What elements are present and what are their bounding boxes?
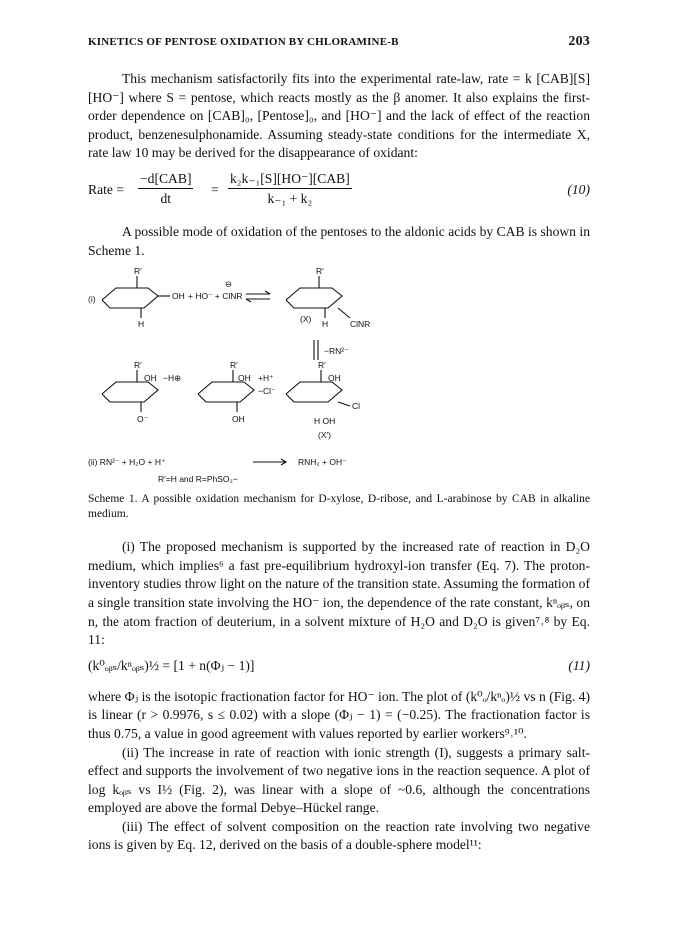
equation-10: [88, 171, 590, 211]
paragraph-fractionation: where Φⱼ is the isotopic fractionation factor for HO⁻ ion. The plot of (k⁰ₒ/kⁿₒ)½ vs n (Fig. 4) is linear (r > 0.9976, s ≤ 0.02) with a slope (Φⱼ − 1) = (−0.25). The fractionation factor is thus 0.75, a value in good agreement with values reported by earlier workers⁹˒¹⁰.: [88, 688, 590, 741]
scheme-1-drawing: [88, 266, 590, 488]
eq10-number: (10): [567, 181, 590, 197]
label-oh-4: OH: [328, 373, 341, 384]
eq11-body: (k⁰ₒᵦₛ/kⁿₒᵦₛ)½ = [1 + n(Φⱼ − 1)]: [88, 657, 255, 673]
label-intermediate-x-prime: (X′): [318, 430, 331, 441]
label-reagents: + HO⁻ + ClNR: [188, 291, 243, 302]
equation-11: [88, 656, 590, 680]
page-number: 203: [568, 34, 590, 49]
label-plus-h: +H⁺: [258, 373, 274, 384]
label-charge-a: ⊖: [225, 279, 233, 290]
label-r1-a: R′: [134, 266, 142, 277]
bond-ocl-4: [338, 402, 350, 406]
label-r1-4: R′: [318, 360, 326, 371]
eq10-den1: dt: [160, 190, 172, 206]
bond-n-x: [338, 308, 350, 318]
pentose-ring-3: [198, 382, 254, 402]
scheme-caption: Scheme 1. A possible oxidation mechanism for D-xylose, D-ribose, and L-arabinose by CAB in alkaline medium.: [88, 493, 590, 521]
label-intermediate-x: (X): [300, 314, 312, 325]
running-head: [88, 34, 590, 52]
scheme-step-ii: (ii) RN²⁻ + H₂O + H⁺: [88, 457, 166, 468]
scheme-1: [88, 266, 590, 488]
label-products-ii: RNH₂ + OH⁻: [298, 457, 347, 468]
scheme-step-i: (i): [88, 294, 96, 305]
label-definitions: R′=H and R=PhSO₂−: [158, 474, 238, 485]
eq10-fraction-2: [228, 171, 352, 207]
page: [88, 34, 590, 855]
label-oh-3: OH: [238, 373, 251, 384]
eq10-den2: k₋₁ + k₂: [267, 190, 313, 206]
label-oh-3b: OH: [232, 414, 245, 425]
label-h-oh-4: H OH: [314, 416, 336, 427]
eq10-num1: −d[CAB]: [138, 171, 193, 189]
running-title: KINETICS OF PENTOSE OXIDATION BY CHLORAMINE-B: [88, 36, 399, 48]
paragraph-ionic-strength: (ii) The increase in rate of reaction with ionic strength (I), suggests a primary salt-effect and supports the involvement of two negative ions in the reaction sequence. A plot of log kₒᵦₛ vs I½ (Fig. 2), was linear with a slope of ~0.6, although the concentrations employed are above the formal Debye–Hückel range.: [88, 744, 590, 816]
label-r1-3: R′: [230, 360, 238, 371]
paragraph-isotope: (i) The proposed mechanism is supported by the increased rate of reaction in D₂O medium, which implies⁶ a fast pre-equilibrium hydroxyl-ion transfer (Eq. 7). The proton-inventory studies throw light on the nature of the transition state. Assuming the formation of a single transition state involving the HO⁻ ion, the dependence of the rate constant, kⁿₒᵦₛ, on n, the atom fraction of deuterium, in a solvent mixture of H₂O and D₂O is given⁷˒⁸ by Eq. 11:: [88, 539, 590, 648]
label-r1-2: R′: [134, 360, 142, 371]
label-cl-4: Cl: [352, 401, 361, 412]
label-minus-h: −H⊕: [163, 373, 182, 384]
eq10-lhs: Rate =: [88, 181, 124, 197]
label-o-minus: O⁻: [137, 414, 149, 425]
paragraph-solvent: (iii) The effect of solvent composition on the reaction rate involving two negative ions is given by Eq. 12, derived on the basis of a double-sphere model¹¹:: [88, 818, 590, 853]
pentose-ring-x: [286, 288, 342, 308]
label-h-a: H: [138, 319, 145, 330]
pentose-ring-4: [286, 382, 342, 402]
eq10-num2: k₂k₋₁[S][HO⁻][CAB]: [228, 171, 352, 189]
eq10-fraction-1: [138, 171, 193, 207]
paragraph-scheme-intro: A possible mode of oxidation of the pentoses to the aldonic acids by CAB is shown in Scheme 1.: [88, 223, 590, 258]
paragraph-rate-law: This mechanism satisfactorily fits into the experimental rate-law, rate = k [CAB][S][HO⁻] where S = pentose, which reacts mostly as the β anomer. It also explains the first-order dependence on [CAB]₀, [Pentose]₀, and [HO⁻] and the lack of effect of the reaction product, benzenesulphonamide. Assuming steady-state conditions for the intermediate X, rate law 10 may be derived for the disappearance of oxidant:: [88, 71, 590, 161]
eq10-equals: =: [211, 181, 219, 197]
label-minus-rn: −RN²⁻: [324, 346, 349, 357]
pentose-ring-2: [102, 382, 158, 402]
pentose-ring-1: [102, 288, 158, 308]
eq11-number: (11): [568, 657, 590, 673]
label-r1-x: R′: [316, 266, 324, 277]
label-oh-a: OH: [172, 291, 185, 302]
label-cinr-x: ClNR: [350, 319, 371, 330]
label-minus-cl: −Cl⁻: [258, 386, 276, 397]
label-h-x: H: [322, 319, 329, 330]
label-oh-2: OH: [144, 373, 157, 384]
